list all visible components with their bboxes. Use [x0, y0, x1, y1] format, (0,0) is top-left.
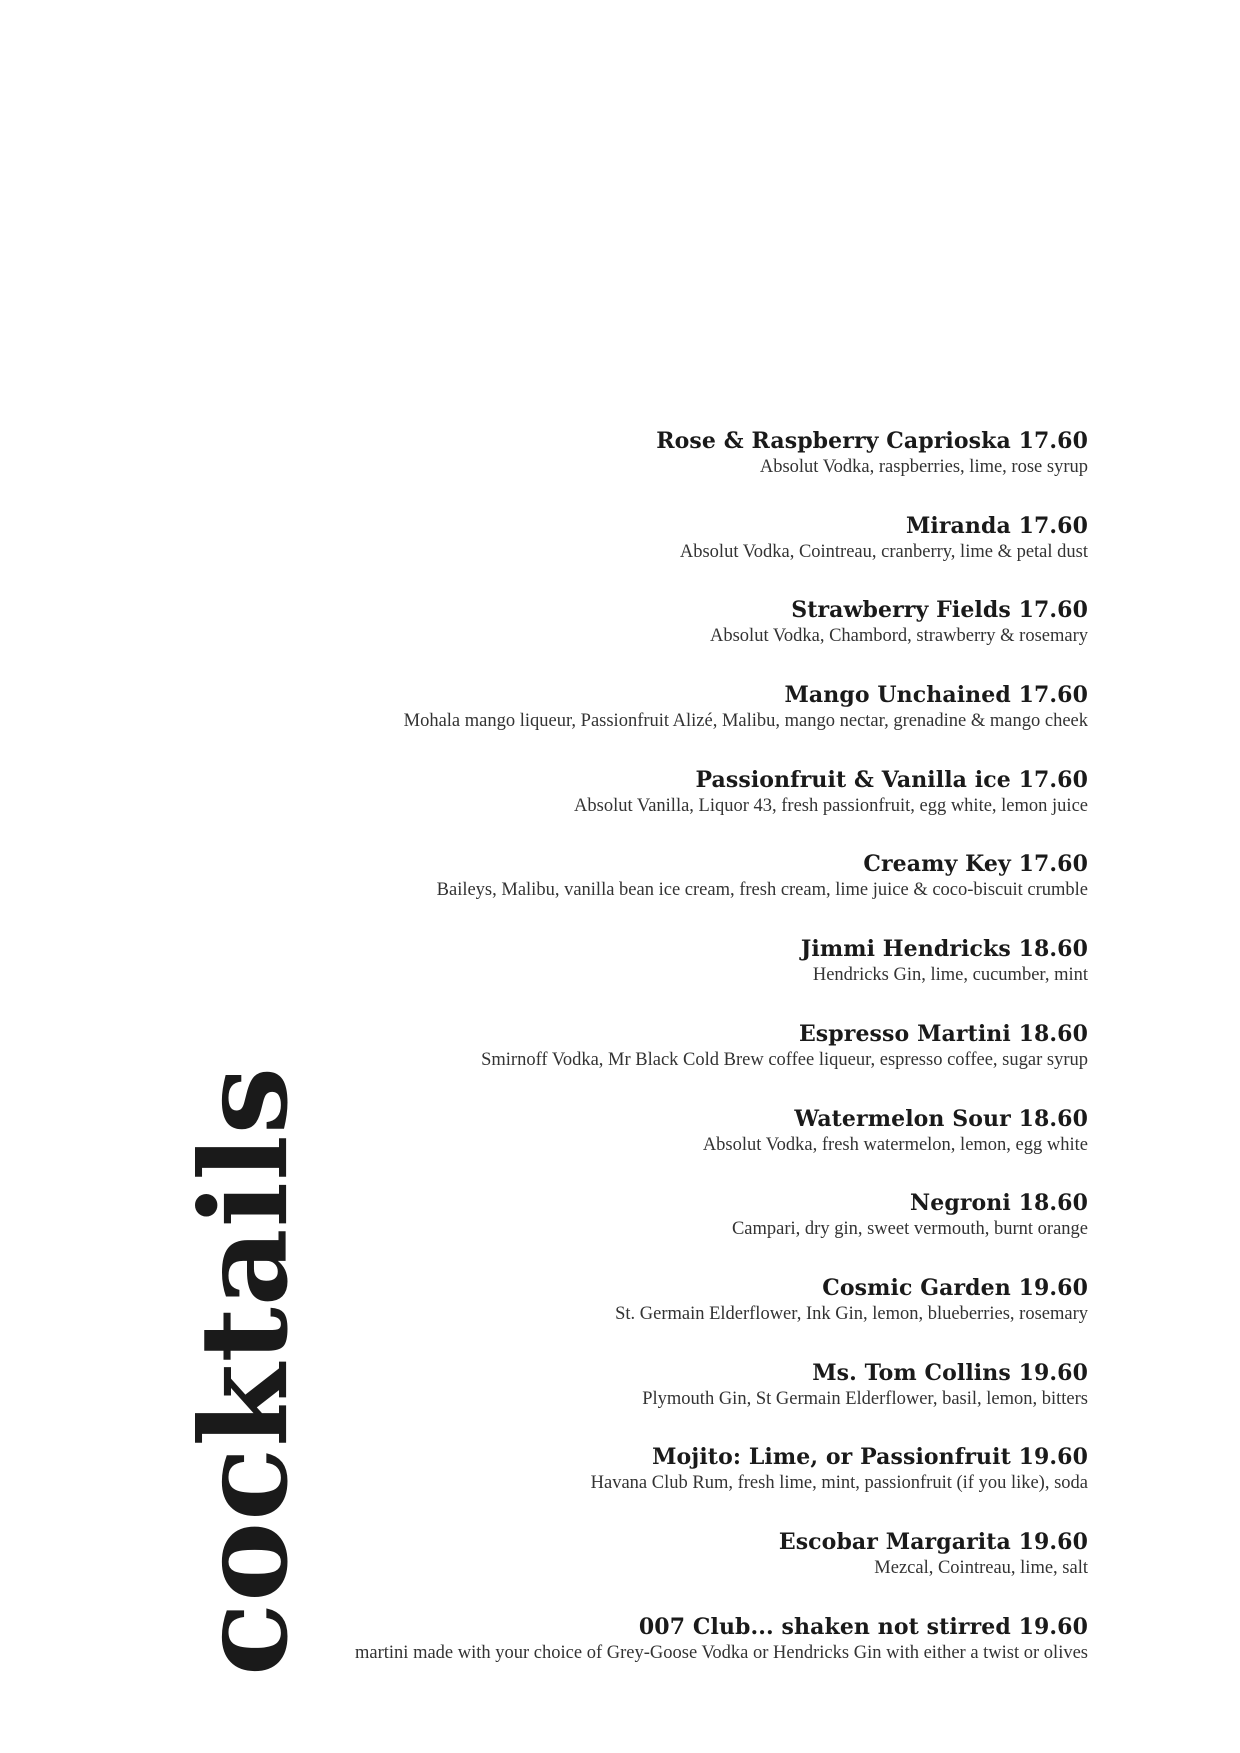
menu-item [188, 850, 1088, 935]
item-price: 18.60 [1018, 936, 1088, 963]
item-heading [188, 512, 1088, 540]
menu-item [188, 1359, 1088, 1444]
item-heading [188, 596, 1088, 624]
item-description: Mohala mango liqueur, Passionfruit Alizé, Malibu, mango nectar, grenadine & mango cheek [403, 711, 1088, 732]
item-name: Negroni [910, 1190, 1011, 1217]
item-heading [188, 1189, 1088, 1217]
menu-item [188, 1274, 1088, 1359]
item-heading [188, 1020, 1088, 1048]
item-description: Absolut Vodka, Cointreau, cranberry, lime & petal dust [679, 541, 1088, 562]
item-price: 19.60 [1018, 1528, 1088, 1555]
item-description: Mezcal, Cointreau, lime, salt [874, 1557, 1088, 1578]
item-name: Jimmi Hendricks [800, 936, 1011, 963]
item-price: 17.60 [1018, 597, 1088, 624]
item-name: Passionfruit & Vanilla ice [695, 766, 1011, 793]
menu-item [188, 1020, 1088, 1105]
item-description: Absolut Vodka, raspberries, lime, rose syrup [759, 457, 1088, 477]
item-price: 17.60 [1018, 851, 1088, 878]
menu-item [188, 427, 1088, 512]
item-name: Strawberry Fields [791, 597, 1011, 624]
item-name: Mojito: Lime, or Passionfruit [652, 1444, 1011, 1471]
item-heading [188, 1613, 1088, 1641]
menu-item [188, 596, 1088, 681]
item-price: 17.60 [1018, 428, 1088, 454]
menu-item [188, 1528, 1088, 1613]
item-heading [188, 1443, 1088, 1471]
menu-item [188, 1189, 1088, 1274]
cocktail-menu [188, 427, 1088, 1697]
item-heading [188, 1359, 1088, 1387]
section-title: cocktails [174, 1065, 315, 1676]
item-name: Mango Unchained [784, 682, 1011, 709]
item-description: Havana Club Rum, fresh lime, mint, passionfruit (if you like), soda [590, 1473, 1088, 1494]
item-description: Absolut Vodka, Chambord, strawberry & rosemary [710, 626, 1088, 647]
item-description: Campari, dry gin, sweet vermouth, burnt orange [731, 1219, 1088, 1240]
item-name: Ms. Tom Collins [812, 1359, 1011, 1386]
item-heading [188, 935, 1088, 963]
item-heading [188, 1528, 1088, 1556]
item-price: 17.60 [1018, 512, 1088, 539]
item-heading [188, 681, 1088, 709]
item-description: Plymouth Gin, St Germain Elderflower, basil, lemon, bitters [642, 1388, 1088, 1409]
menu-item [188, 935, 1088, 1020]
menu-item [188, 766, 1088, 851]
menu-item [188, 681, 1088, 766]
item-name: 007 Club... shaken not stirred [638, 1613, 1011, 1640]
item-price: 19.60 [1018, 1359, 1088, 1386]
item-name: Creamy Key [863, 851, 1011, 878]
item-description: Smirnoff Vodka, Mr Black Cold Brew coffee liqueur, espresso coffee, sugar syrup [481, 1049, 1088, 1070]
item-description: martini made with your choice of Grey-Goose Vodka or Hendricks Gin with either a twist or olives [355, 1642, 1088, 1663]
item-description: St. Germain Elderflower, Ink Gin, lemon, blueberries, rosemary [615, 1303, 1088, 1324]
item-name: Watermelon Sour [794, 1105, 1011, 1132]
item-description: Baileys, Malibu, vanilla bean ice cream, fresh cream, lime juice & coco-biscuit crumble [436, 880, 1088, 901]
item-heading [188, 1274, 1088, 1302]
item-heading [188, 427, 1088, 455]
item-heading [188, 850, 1088, 878]
item-description: Absolut Vanilla, Liquor 43, fresh passionfruit, egg white, lemon juice [574, 795, 1088, 816]
item-name: Espresso Martini [798, 1020, 1011, 1047]
item-price: 17.60 [1018, 682, 1088, 709]
item-name: Cosmic Garden [822, 1274, 1011, 1301]
item-heading [188, 1105, 1088, 1133]
item-price: 17.60 [1018, 766, 1088, 793]
item-name: Rose & Raspberry Caprioska [656, 428, 1011, 454]
item-heading [188, 766, 1088, 794]
menu-item [188, 1613, 1088, 1698]
item-price: 18.60 [1018, 1190, 1088, 1217]
item-price: 19.60 [1018, 1274, 1088, 1301]
item-name: Escobar Margarita [778, 1528, 1011, 1555]
item-name: Miranda [905, 512, 1011, 539]
menu-item [188, 512, 1088, 597]
item-price: 18.60 [1018, 1020, 1088, 1047]
item-price: 19.60 [1018, 1613, 1088, 1640]
item-description: Absolut Vodka, fresh watermelon, lemon, egg white [702, 1134, 1088, 1155]
menu-item [188, 1443, 1088, 1528]
item-price: 18.60 [1018, 1105, 1088, 1132]
item-price: 19.60 [1018, 1444, 1088, 1471]
menu-item [188, 1105, 1088, 1190]
item-description: Hendricks Gin, lime, cucumber, mint [812, 965, 1088, 986]
